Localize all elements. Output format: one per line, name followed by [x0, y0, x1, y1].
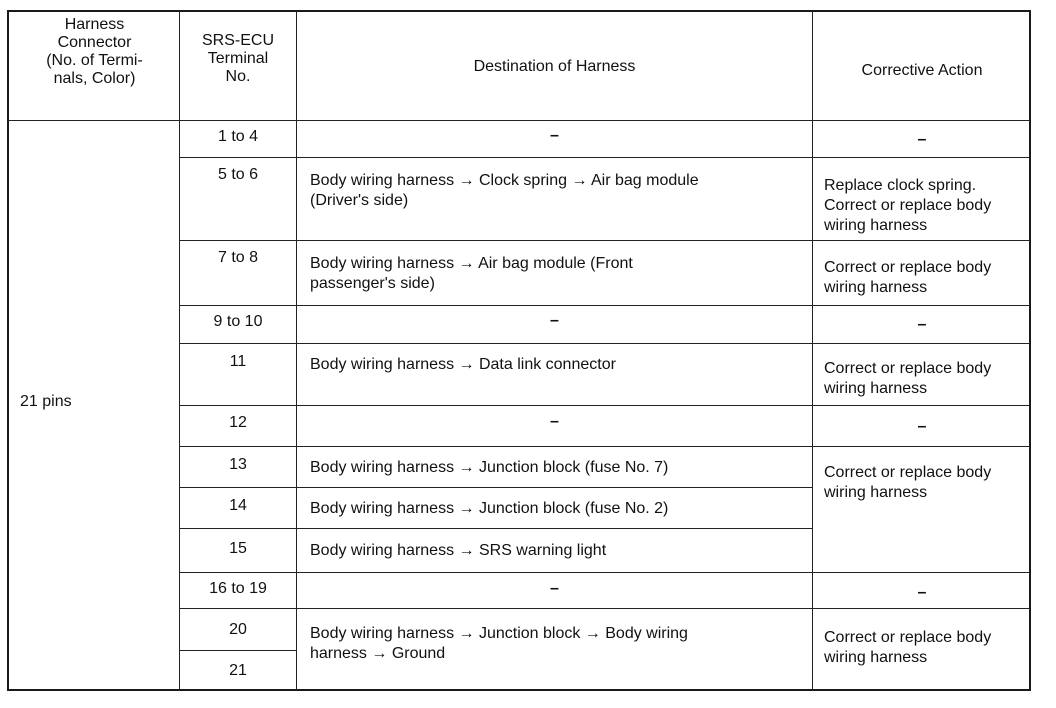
- action-cell: Correct or replace body wiring harness: [824, 360, 992, 397]
- row-divider: [180, 446, 1030, 447]
- destination-cell: –: [550, 580, 559, 597]
- col-divider-2: [296, 11, 297, 690]
- destination-cell: Body wiring harness → SRS warning light: [310, 542, 607, 559]
- destination-cell: Body wiring harness → Clock spring → Air bag module (Driver's side): [310, 172, 699, 209]
- action-cell: –: [917, 418, 927, 435]
- terminal-cell: 11: [229, 353, 247, 370]
- terminal-cell: 9 to 10: [213, 313, 263, 330]
- connector-pins-value: 21 pins: [20, 393, 72, 410]
- action-cell: –: [917, 131, 927, 148]
- terminal-cell: 14: [229, 497, 247, 514]
- destination-cell: Body wiring harness → Air bag module (Front passenger's side): [310, 255, 633, 292]
- terminal-cell: 12: [229, 414, 247, 431]
- row-divider: [180, 343, 1030, 344]
- terminal-cell: 1 to 4: [217, 128, 259, 145]
- header-divider: [8, 120, 1030, 121]
- destination-cell: Body wiring harness → Data link connector: [310, 356, 616, 373]
- col-divider-1: [179, 11, 180, 690]
- row-divider: [180, 405, 1030, 406]
- header-destination: Destination of Harness: [473, 58, 636, 75]
- row-divider: [180, 240, 1030, 241]
- action-cell: Replace clock spring. Correct or replace body wiring harness: [824, 177, 992, 234]
- terminal-cell: 21: [229, 662, 247, 679]
- terminal-cell: 13: [229, 456, 247, 473]
- row-divider: [180, 487, 812, 488]
- destination-cell: –: [550, 413, 559, 430]
- row-divider: [180, 305, 1030, 306]
- terminal-cell: 5 to 6: [217, 166, 259, 183]
- row-divider: [180, 572, 1030, 573]
- row-divider: [180, 608, 1030, 609]
- destination-cell: Body wiring harness → Junction block → Body wiring harness → Ground: [310, 625, 688, 662]
- header-terminal-no: SRS-ECU Terminal No.: [201, 32, 274, 85]
- row-divider: [180, 157, 1030, 158]
- header-harness-connector: Harness Connector (No. of Termi- nals, Color): [46, 16, 143, 87]
- action-cell: Correct or replace body wiring harness: [824, 464, 992, 501]
- header-corrective-action: Corrective Action: [861, 62, 983, 79]
- destination-cell: –: [550, 312, 559, 329]
- terminal-cell: 15: [229, 540, 247, 557]
- destination-cell: Body wiring harness → Junction block (fuse No. 7): [310, 459, 669, 476]
- destination-cell: –: [550, 127, 559, 144]
- col-divider-3: [812, 11, 813, 690]
- terminal-cell: 7 to 8: [217, 249, 259, 266]
- terminal-cell: 20: [229, 621, 247, 638]
- action-cell: –: [917, 584, 927, 601]
- row-divider: [180, 528, 812, 529]
- action-cell: Correct or replace body wiring harness: [824, 259, 992, 296]
- action-cell: –: [917, 316, 927, 333]
- destination-cell: Body wiring harness → Junction block (fuse No. 2): [310, 500, 669, 517]
- action-cell: Correct or replace body wiring harness: [824, 629, 992, 666]
- terminal-cell: 16 to 19: [209, 580, 267, 597]
- row-divider: [180, 650, 296, 651]
